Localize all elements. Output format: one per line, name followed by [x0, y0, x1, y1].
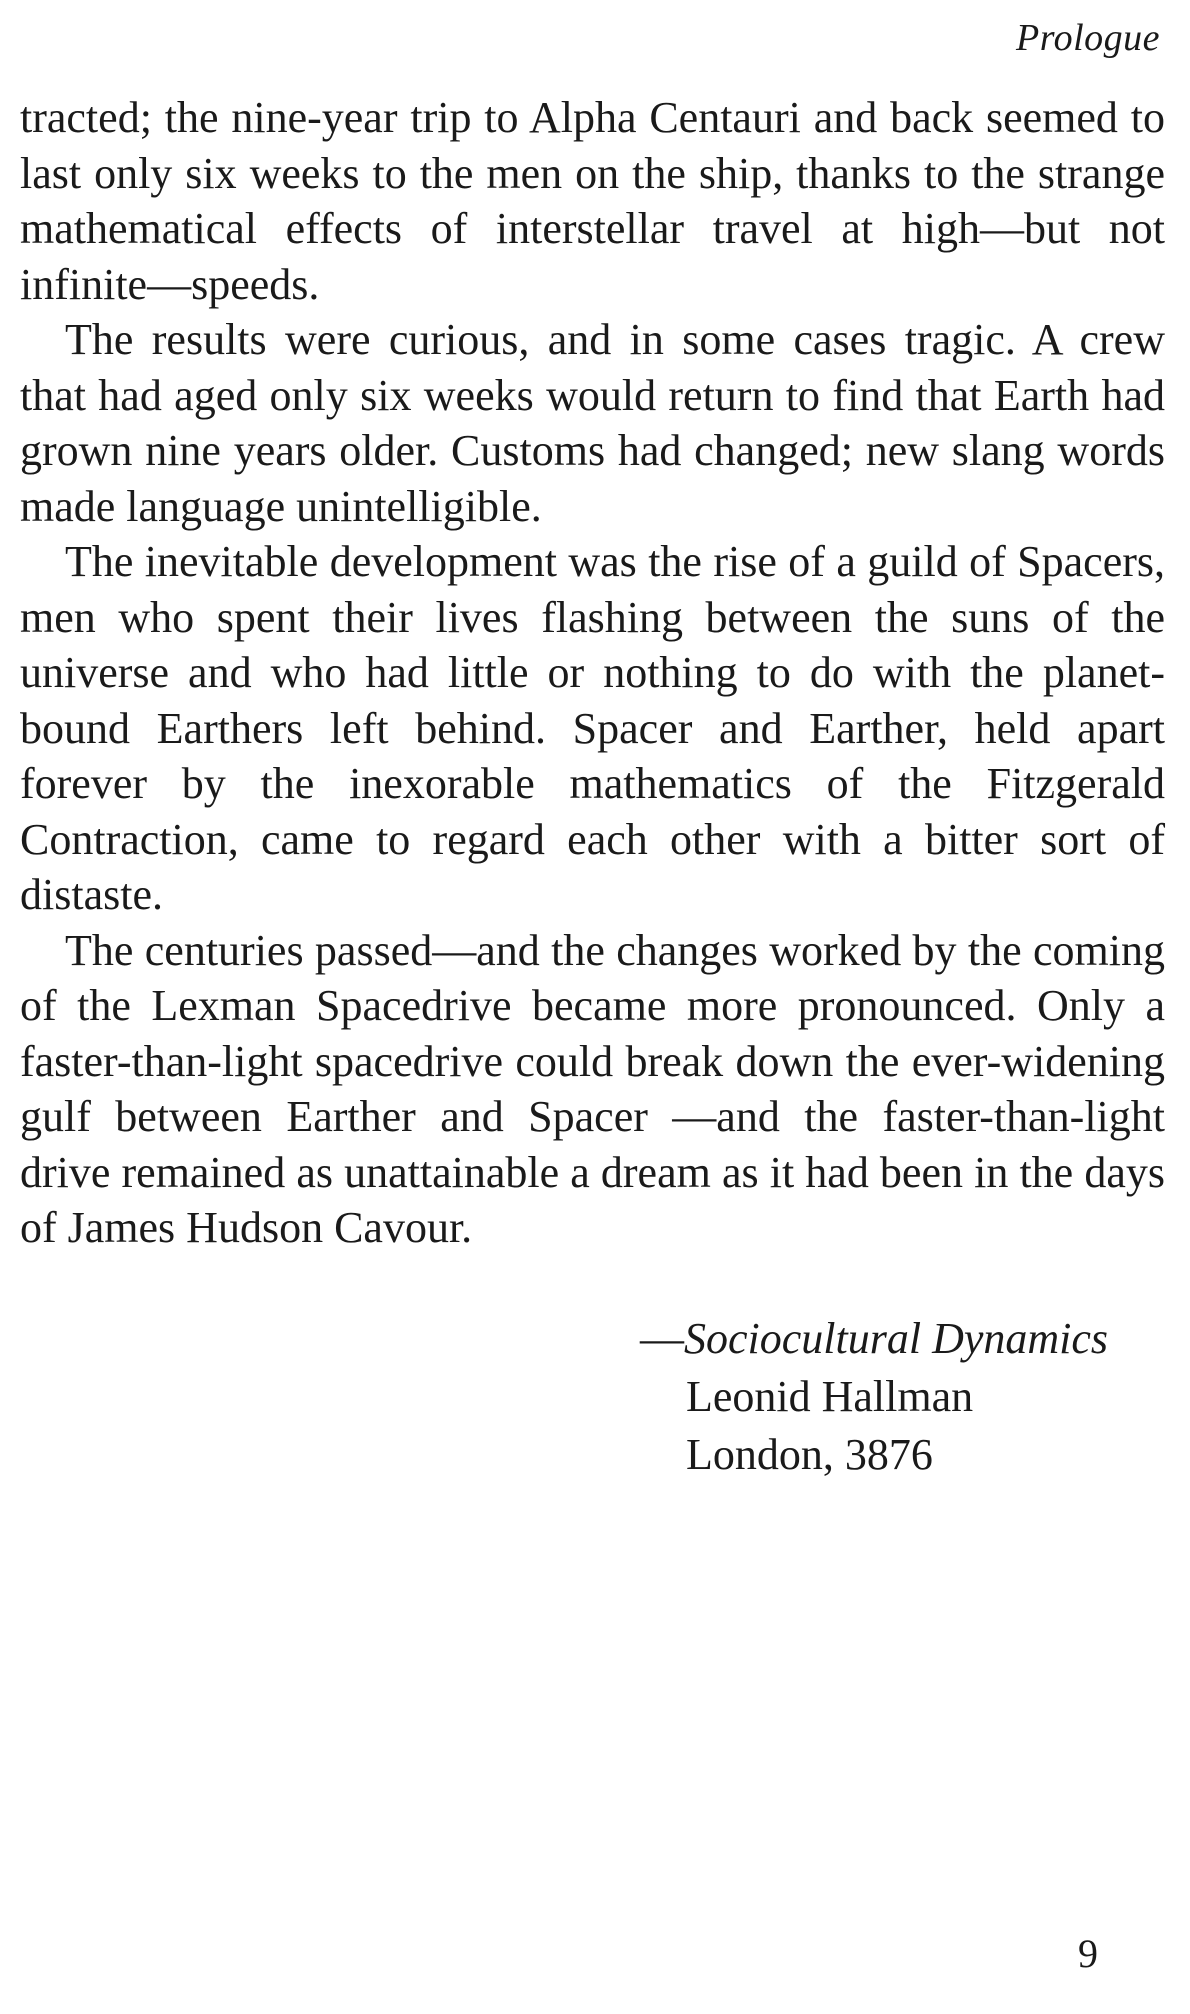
attribution — [640, 1310, 1109, 1484]
body-text — [20, 90, 1165, 1256]
paragraph-1: tracted; the nine-year trip to Alpha Centauri and back seemed to last only six weeks to the men on the ship, thanks to the strange mathematical effects of interstellar travel at high—but not infinite—speeds. — [20, 93, 1165, 309]
page-number: 9 — [1078, 1931, 1098, 1976]
attribution-place-date: London, 3876 — [686, 1430, 933, 1479]
attribution-source — [640, 1310, 1108, 1368]
attribution-dash: — — [640, 1314, 684, 1363]
paragraph-2: The results were curious, and in some cases tragic. A crew that had aged only six weeks would return to find that Earth had grown nine years older. Customs had changed; new slang words made language unintelligible. — [20, 315, 1165, 531]
attribution-author: Leonid Hallman — [686, 1372, 974, 1421]
running-head: Prologue — [1015, 17, 1160, 59]
paragraph-3: The inevitable development was the rise of a guild of Spacers, men who spent their lives flashing between the suns of the universe and who had little or nothing to do with the planet-bound Earthers left behind. Spacer and Earther, held apart forever by the inexorable mathematics of the Fitzgerald Contraction, came to regard each other with a bitter sort of distaste. — [20, 537, 1165, 919]
attribution-work-title: Sociocultural Dynamics — [684, 1314, 1109, 1363]
paragraph-4: The centuries passed—and the changes worked by the coming of the Lexman Spacedrive became more pronounced. Only a faster-than-light spacedrive could break down the ever-widening gulf between Earther and Spacer —and the faster-than-light drive remained as unattainable a dream as it had been in the days of James Hudson Cavour. — [20, 925, 1165, 1252]
